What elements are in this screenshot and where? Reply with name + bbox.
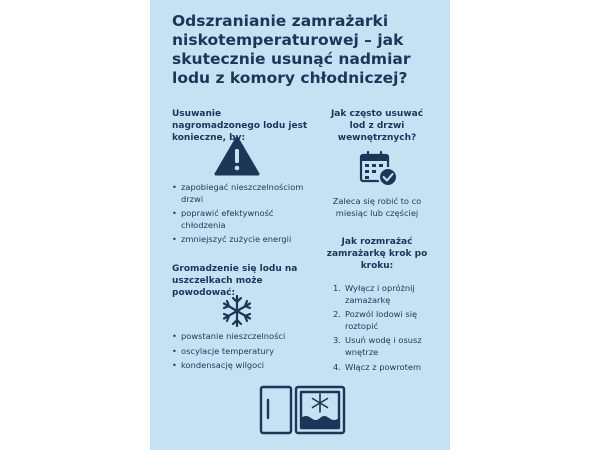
poster-title: Odszranianie zamrażarki niskotemperaturowej – jak skutecznie usunąć nadmiar lodu z komory chłodniczej? [172,12,411,87]
step-number: 1. [333,283,341,293]
step-text: Włącz z powrotem [345,361,422,372]
step-item [333,283,443,306]
snowflake-icon [220,294,254,328]
list-item: • zapobiegać nieszczelnościom drzwi [172,182,312,205]
step-number: 3. [333,335,341,346]
right-top-text: Zaleca się robić to co miesiąc lub częściej [332,196,422,218]
right-bottom-heading: Jak rozmrażać zamrażarkę krok po kroku: [326,237,428,271]
left-bottom-list [172,331,312,375]
calendar-check-icon [359,150,399,188]
list-item: • oscylacje temperatury [172,346,312,358]
left-top-list [172,182,312,249]
list-item: • kondensację wilgoci [172,360,312,372]
steps-list [333,283,443,376]
step-item [333,335,443,358]
step-item [333,362,443,374]
step-text: Usuń wodę i osusz wnętrze [345,335,422,357]
list-item: • poprawić efektywność chłodzenia [172,208,312,231]
step-number: 4. [333,361,341,372]
warning-triangle-icon [214,135,260,177]
right-top-heading: Jak często usuwać lod z drzwi wewnętrznych? [330,109,424,143]
left-bottom-heading: Gromadzenie się lodu na uszczelkach może powodować: [172,264,298,298]
left-top-heading: Usuwanie nagromadzonego lodu jest konieczne, by: [172,109,308,143]
freezer-open-icon [258,384,348,436]
list-item: • zmniejszyć zużycie energii [172,234,312,246]
list-item: • powstanie nieszczelności [172,331,312,343]
step-text: Pozwól lodowi się roztopić [345,309,418,331]
infographic-poster [150,0,450,450]
step-text: Wyłącz i opróżnij zamażarkę [345,283,415,305]
step-number: 2. [333,309,341,320]
step-item [333,309,443,332]
